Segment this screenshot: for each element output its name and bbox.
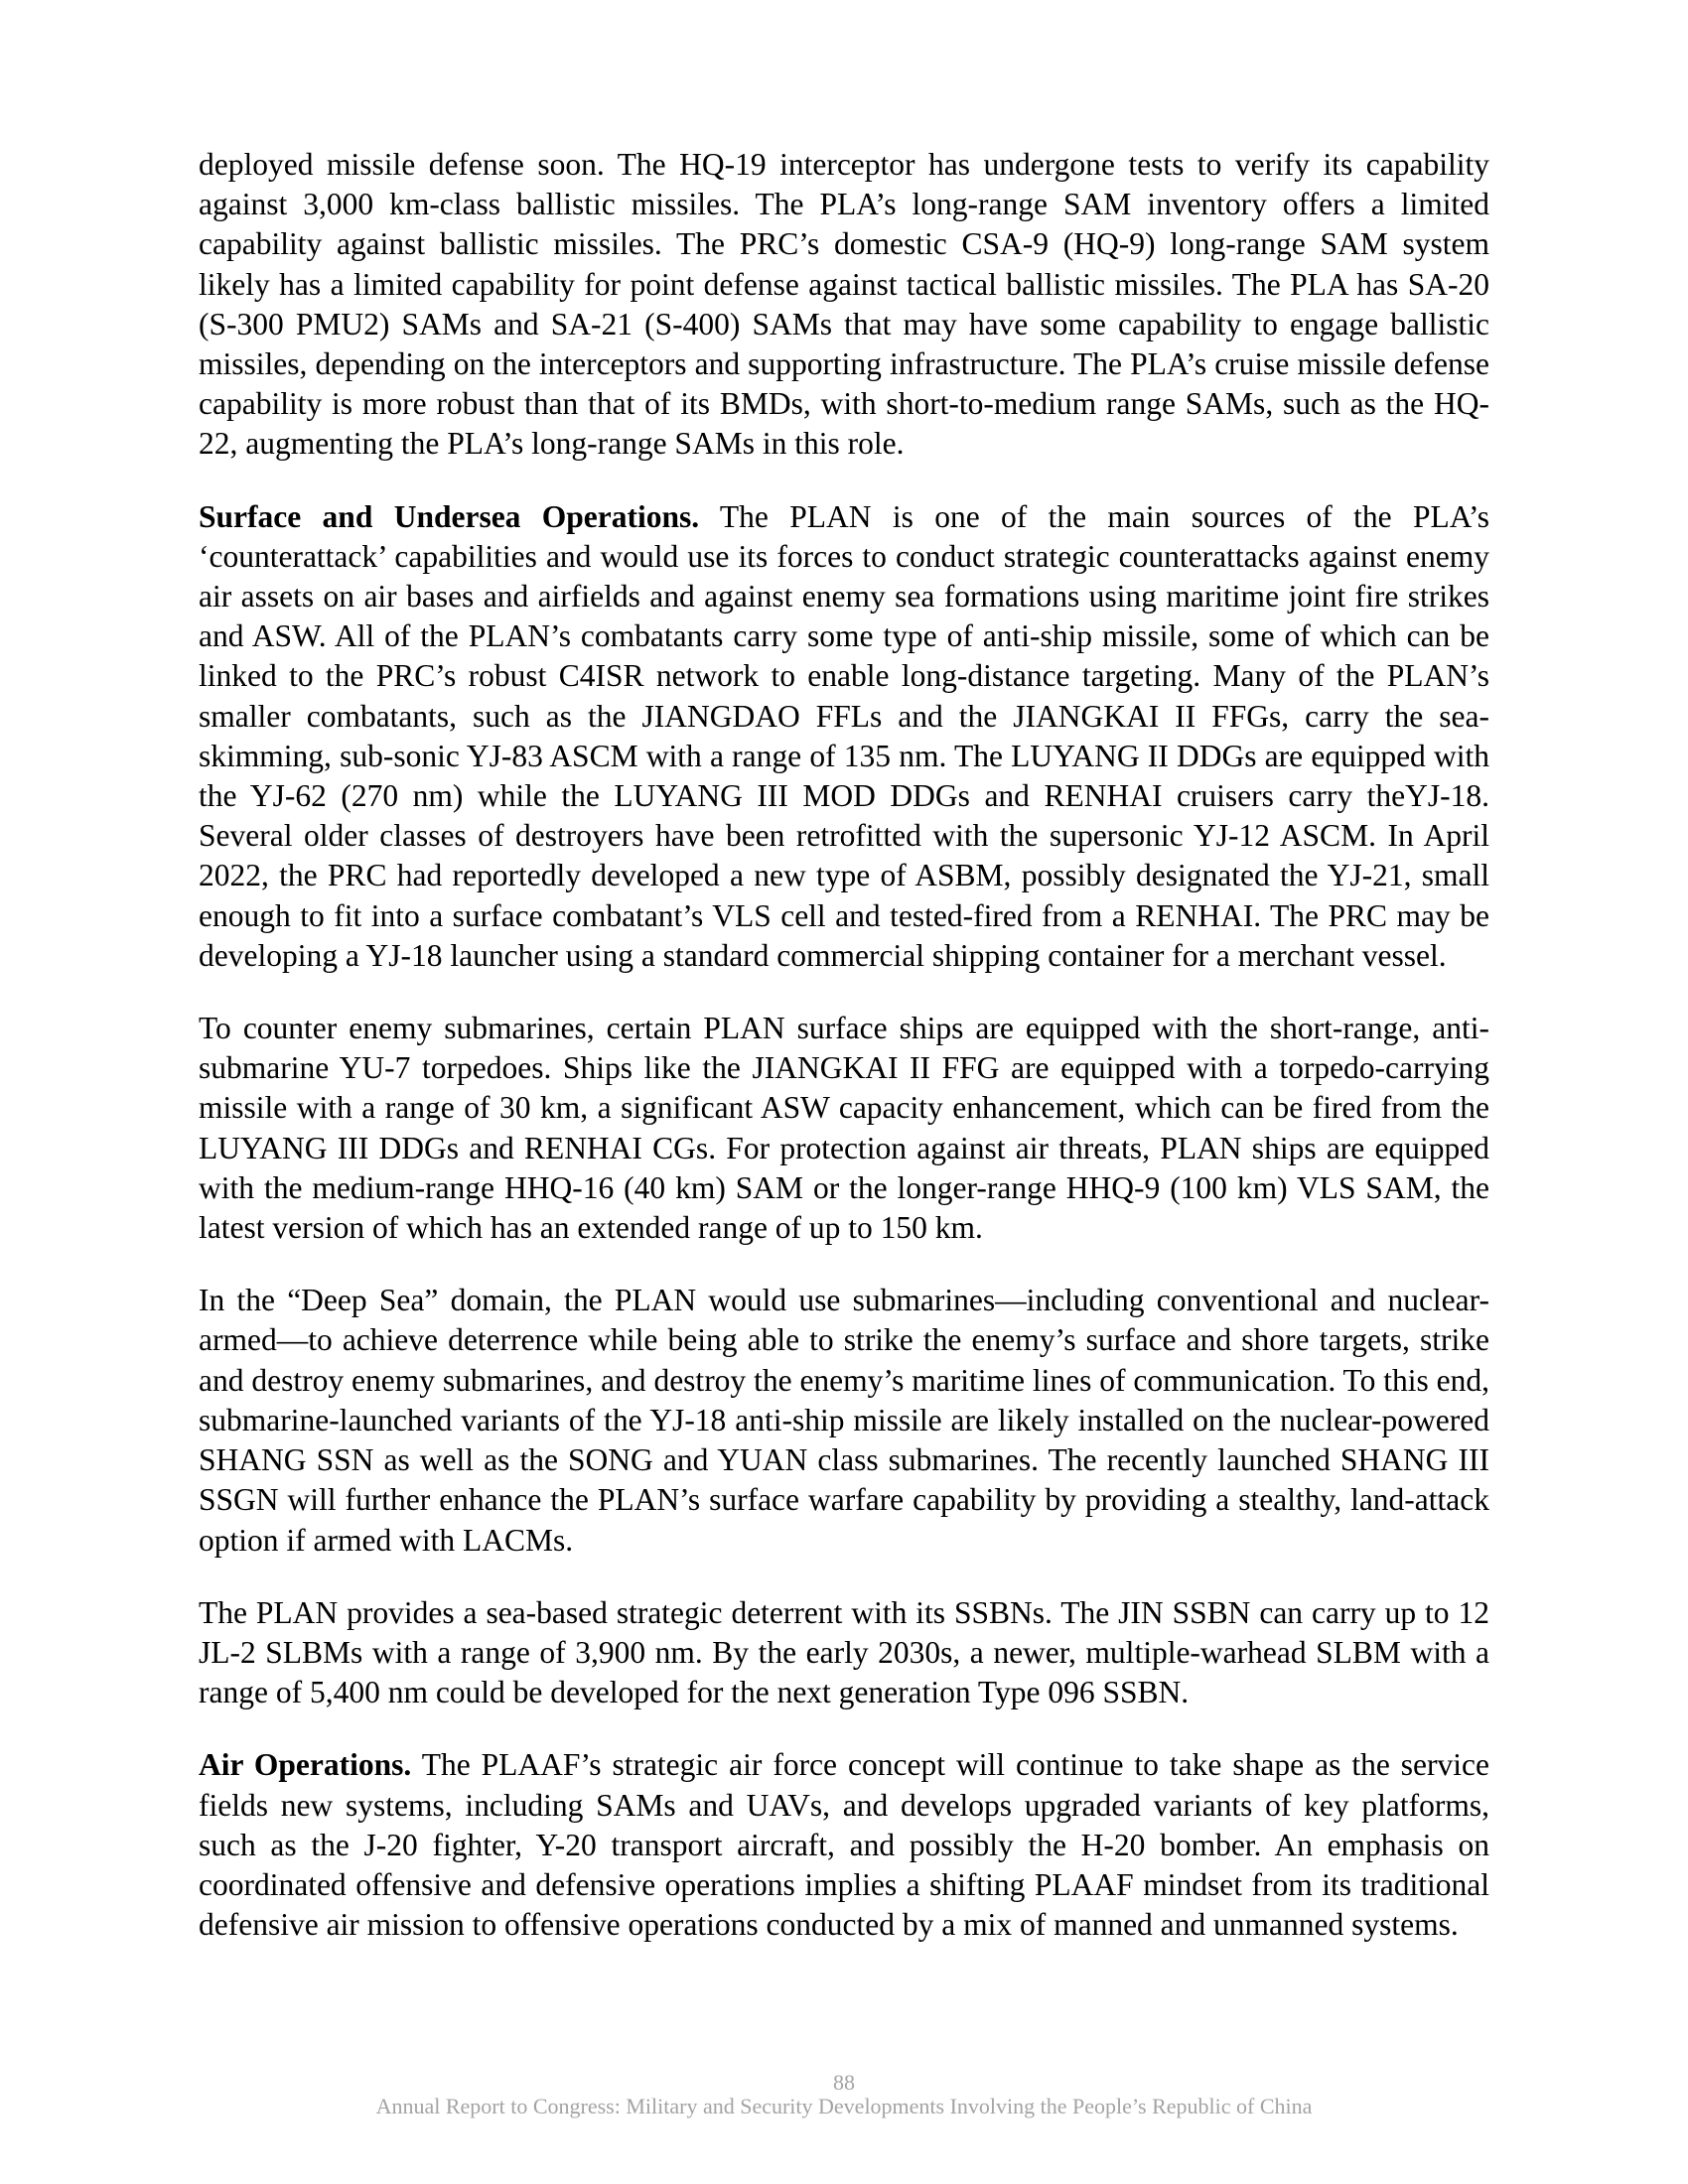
footer-report-title: Annual Report to Congress: Military and Security Developments Involving the People’s Republic of China [375, 2094, 1313, 2118]
paragraph-text: The PLAN is one of the main sources of the PLA’s ‘counterattack’ capabilities and would use its forces to conduct strategic counterattacks against enemy air assets on air bases and airfields and against enemy sea formations using maritime joint fire strikes and ASW. All of the PLAN’s combatants carry some type of anti-ship missile, some of which can be linked to the PRC’s robust C4ISR network to enable long-distance targeting. Many of the PLAN’s smaller combatants, such as the JIANGDAO FFLs and the JIANGKAI II FFGs, carry the sea-skimming, sub-sonic YJ-83 ASCM with a range of 135 nm. The LUYANG II DDGs are equipped with the YJ-62 (270 nm) while the LUYANG III MOD DDGs and RENHAI cruisers carry theYJ-18. Several older classes of destroyers have been retrofitted with the supersonic YJ-12 ASCM. In April 2022, the PRC had reportedly developed a new type of ASBM, possibly designated the YJ-21, small enough to fit into a surface combatant’s VLS cell and tested-fired from a RENHAI. The PRC may be developing a YJ-18 launcher using a standard commercial shipping container for a merchant vessel. [199, 498, 1489, 973]
paragraph-text: To counter enemy submarines, certain PLAN surface ships are equipped with the short-range, anti-submarine YU-7 torpedoes. Ships like the JIANGKAI II FFG are equipped with a torpedo-carrying missile with a range of 30 km, a significant ASW capacity enhancement, which can be fired from the LUYANG III DDGs and RENHAI CGs. For protection against air threats, PLAN ships are equipped with the medium-range HHQ-16 (40 km) SAM or the longer-range HHQ-9 (100 km) VLS SAM, the latest version of which has an extended range of up to 150 km. [199, 1011, 1489, 1246]
paragraph-anti-submarine [199, 1009, 1489, 1248]
document-body [199, 145, 1489, 1978]
paragraph-strategic-deterrent [199, 1593, 1489, 1713]
paragraph-text: The PLAN provides a sea-based strategic deterrent with its SSBNs. The JIN SSBN can carry up to 12 JL-2 SLBMs with a range of 3,900 nm. By the early 2030s, a newer, multiple-warhead SLBM with a range of 5,400 nm could be developed for the next generation Type 096 SSBN. [199, 1594, 1489, 1710]
paragraph-text: The PLAAF’s strategic air force concept will continue to take shape as the service fields new systems, including SAMs and UAVs, and develops upgraded variants of key platforms, such as the J-20 fighter, Y-20 transport aircraft, and possibly the H-20 bomber. An emphasis on coordinated offensive and defensive operations implies a shifting PLAAF mindset from its traditional defensive air mission to offensive operations conducted by a mix of manned and unmanned systems. [199, 1747, 1489, 1943]
paragraph-text: In the “Deep Sea” domain, the PLAN would use submarines—including conventional and nuclear-armed—to achieve deterrence while being able to strike the enemy’s surface and shore targets, strike and destroy enemy submarines, and destroy the enemy’s maritime lines of communication. To this end, submarine-launched variants of the YJ-18 anti-ship missile are likely installed on the nuclear-powered SHANG SSN as well as the SONG and YUAN class submarines. The recently launched SHANG III SSGN will further enhance the PLAN’s surface warfare capability by providing a stealthy, land-attack option if armed with LACMs. [199, 1283, 1489, 1558]
paragraph-deep-sea [199, 1281, 1489, 1560]
paragraph-surface-undersea-operations [199, 497, 1489, 976]
paragraph-missile-defense [199, 145, 1489, 465]
paragraph-text: deployed missile defense soon. The HQ-19 interceptor has undergone tests to verify its capability against 3,000 km-class ballistic missiles. The PLA’s long-range SAM inventory offers a limited capability against ballistic missiles. The PRC’s domestic CSA-9 (HQ-9) long-range SAM system likely has a limited capability for point defense against tactical ballistic missiles. The PLA has SA-20 (S-300 PMU2) SAMs and SA-21 (S-400) SAMs that may have some capability to engage ballistic missiles, depending on the interceptors and supporting infrastructure. The PLA’s cruise missile defense capability is more robust than that of its BMDs, with short-to-medium range SAMs, such as the HQ-22, augmenting the PLA’s long-range SAMs in this role. [199, 147, 1489, 462]
page-number: 88 [833, 2070, 855, 2095]
section-heading-air-operations: Air Operations. [199, 1747, 412, 1783]
paragraph-air-operations [199, 1745, 1489, 1945]
section-heading-surface-undersea: Surface and Undersea Operations. [199, 498, 700, 534]
